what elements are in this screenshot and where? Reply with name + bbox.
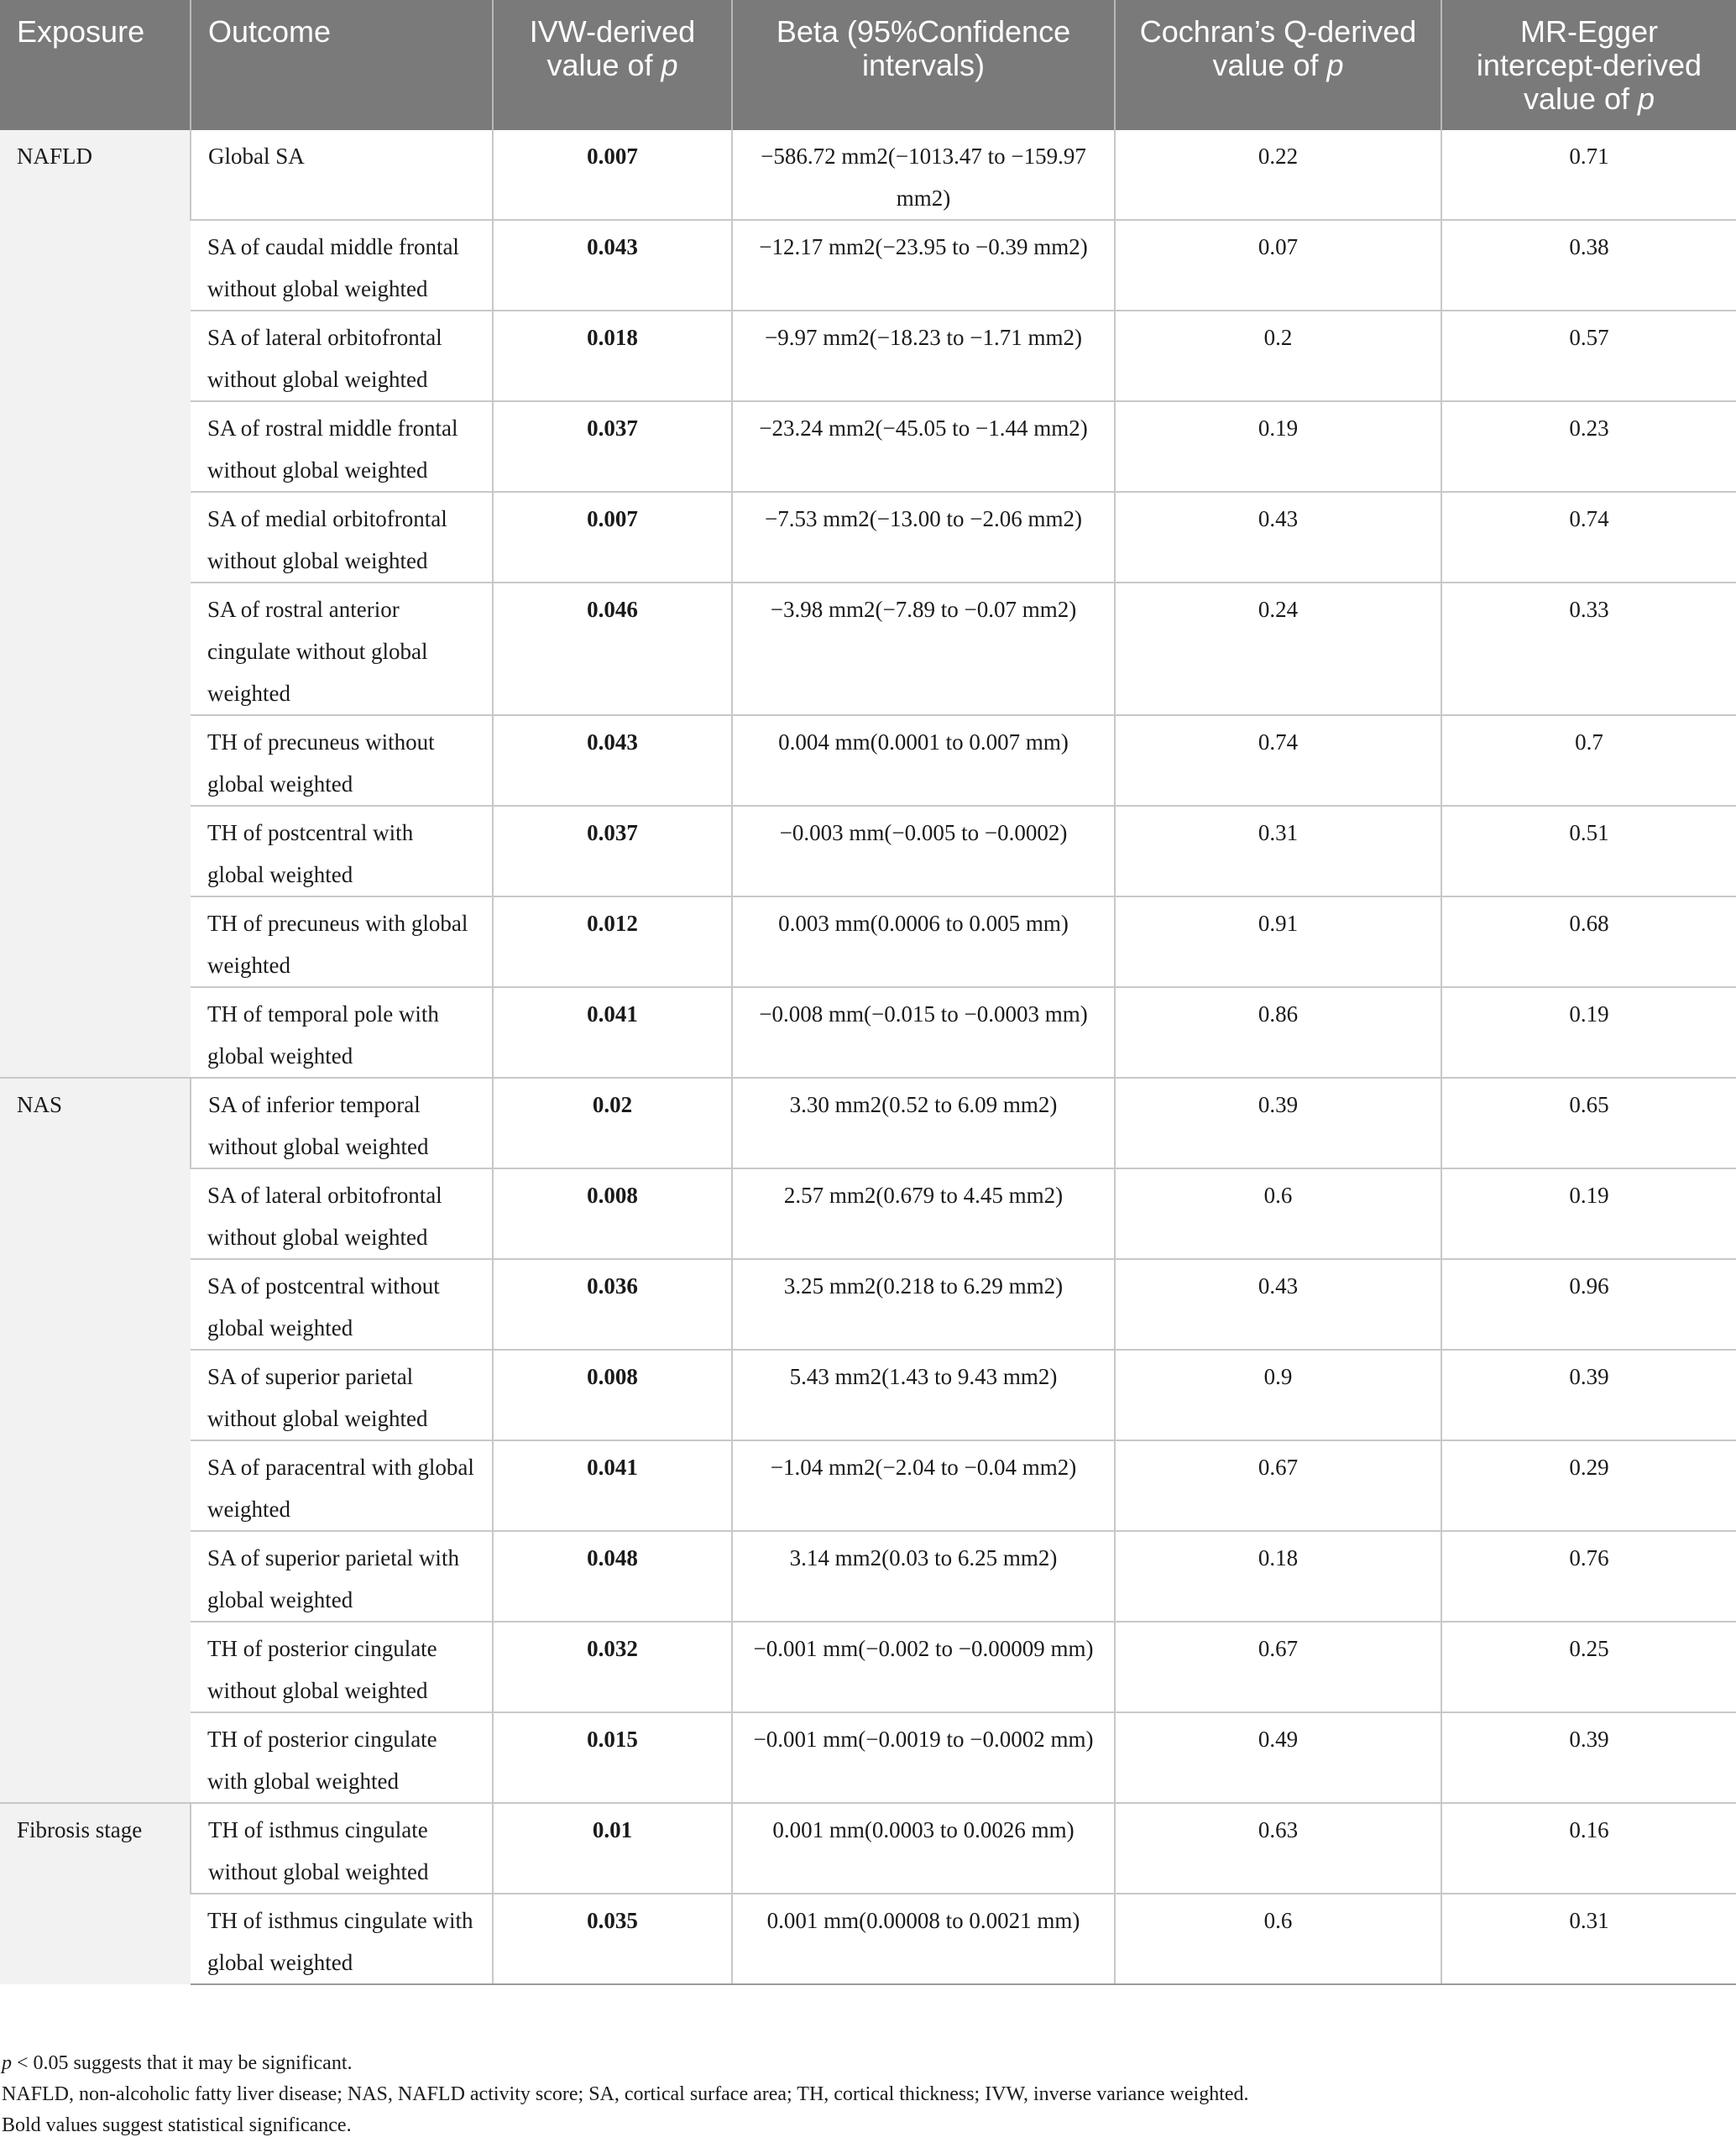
beta-cell: −0.003 mm(−0.005 to −0.0002) <box>732 806 1115 896</box>
cochran-p-cell: 0.74 <box>1115 715 1441 806</box>
cochran-p-cell: 0.43 <box>1115 492 1441 583</box>
outcome-cell: SA of lateral orbitofrontal without global weighted <box>191 1168 493 1259</box>
cochran-p-cell: 0.49 <box>1115 1712 1441 1803</box>
beta-cell: −0.001 mm(−0.002 to −0.00009 mm) <box>732 1622 1115 1712</box>
header-ivw-p <box>493 0 732 130</box>
egger-p-cell: 0.19 <box>1441 1168 1736 1259</box>
table-row <box>0 1894 1736 1984</box>
cochran-p-cell: 0.9 <box>1115 1350 1441 1440</box>
beta-cell: −9.97 mm2(−18.23 to −1.71 mm2) <box>732 311 1115 401</box>
footnote-abbreviations: NAFLD, non-alcoholic fatty liver disease; NAS, NAFLD activity score; SA, cortical surface area; TH, cortical thickness; IVW, inverse variance weighted. <box>2 2083 1249 2105</box>
cochran-p-cell: 0.07 <box>1115 220 1441 311</box>
table-row <box>0 130 1736 220</box>
table-header <box>0 0 1736 130</box>
outcome-cell: TH of precuneus with global weighted <box>191 896 493 987</box>
outcome-cell: SA of rostral anterior cingulate without global weighted <box>191 583 493 715</box>
cochran-p-cell: 0.6 <box>1115 1894 1441 1984</box>
cochran-p-cell: 0.6 <box>1115 1168 1441 1259</box>
ivw-p-cell: 0.015 <box>493 1712 732 1803</box>
table-row <box>0 1622 1736 1712</box>
header-cochran-p-var: p <box>1326 48 1344 82</box>
cochran-p-cell: 0.67 <box>1115 1440 1441 1531</box>
beta-cell: 0.001 mm(0.0003 to 0.0026 mm) <box>732 1803 1115 1894</box>
ivw-p-cell: 0.048 <box>493 1531 732 1622</box>
table-body <box>0 130 1736 1984</box>
table-row <box>0 1350 1736 1440</box>
exposure-cell: NAS <box>0 1078 191 1803</box>
ivw-p-cell: 0.018 <box>493 311 732 401</box>
exposure-cell: Fibrosis stage <box>0 1803 191 1984</box>
table-row <box>0 1531 1736 1622</box>
beta-cell: −3.98 mm2(−7.89 to −0.07 mm2) <box>732 583 1115 715</box>
header-cochran-p-label: Cochran’s Q-derived value of <box>1139 14 1417 82</box>
cochran-p-cell: 0.39 <box>1115 1078 1441 1168</box>
table-row <box>0 492 1736 583</box>
outcome-cell: SA of paracentral with global weighted <box>191 1440 493 1531</box>
egger-p-cell: 0.57 <box>1441 311 1736 401</box>
ivw-p-cell: 0.046 <box>493 583 732 715</box>
cochran-p-cell: 0.19 <box>1115 401 1441 492</box>
outcome-cell: TH of isthmus cingulate with global weighted <box>191 1894 493 1984</box>
table-footnotes <box>0 2048 1712 2141</box>
footnote-significance <box>0 2048 1712 2079</box>
egger-p-cell: 0.65 <box>1441 1078 1736 1168</box>
cochran-p-cell: 0.91 <box>1115 896 1441 987</box>
outcome-cell: SA of superior parietal without global weighted <box>191 1350 493 1440</box>
outcome-cell: SA of rostral middle frontal without global weighted <box>191 401 493 492</box>
outcome-cell: TH of posterior cingulate without global weighted <box>191 1622 493 1712</box>
cochran-p-cell: 0.18 <box>1115 1531 1441 1622</box>
ivw-p-cell: 0.007 <box>493 492 732 583</box>
outcome-cell: Global SA <box>191 130 493 220</box>
outcome-cell: TH of precuneus without global weighted <box>191 715 493 806</box>
outcome-cell: SA of superior parietal with global weighted <box>191 1531 493 1622</box>
beta-cell: −586.72 mm2(−1013.47 to −159.97 mm2) <box>732 130 1115 220</box>
cochran-p-cell: 0.22 <box>1115 130 1441 220</box>
egger-p-cell: 0.16 <box>1441 1803 1736 1894</box>
beta-cell: −12.17 mm2(−23.95 to −0.39 mm2) <box>732 220 1115 311</box>
egger-p-cell: 0.23 <box>1441 401 1736 492</box>
table-row <box>0 987 1736 1078</box>
egger-p-cell: 0.76 <box>1441 1531 1736 1622</box>
header-row <box>0 0 1736 130</box>
ivw-p-cell: 0.008 <box>493 1168 732 1259</box>
table-row <box>0 1168 1736 1259</box>
footnote-p-note: < 0.05 suggests that it may be significant. <box>12 2052 353 2074</box>
cochran-p-cell: 0.63 <box>1115 1803 1441 1894</box>
beta-cell: −0.008 mm(−0.015 to −0.0003 mm) <box>732 987 1115 1078</box>
cochran-p-cell: 0.31 <box>1115 806 1441 896</box>
outcome-cell: SA of lateral orbitofrontal without global weighted <box>191 311 493 401</box>
ivw-p-cell: 0.032 <box>493 1622 732 1712</box>
ivw-p-cell: 0.02 <box>493 1078 732 1168</box>
beta-cell: 3.25 mm2(0.218 to 6.29 mm2) <box>732 1259 1115 1350</box>
table-row <box>0 1440 1736 1531</box>
cochran-p-cell: 0.67 <box>1115 1622 1441 1712</box>
table-row <box>0 401 1736 492</box>
beta-cell: −0.001 mm(−0.0019 to −0.0002 mm) <box>732 1712 1115 1803</box>
table-row <box>0 806 1736 896</box>
outcome-cell: SA of inferior temporal without global weighted <box>191 1078 493 1168</box>
beta-cell: 3.30 mm2(0.52 to 6.09 mm2) <box>732 1078 1115 1168</box>
egger-p-cell: 0.19 <box>1441 987 1736 1078</box>
egger-p-cell: 0.29 <box>1441 1440 1736 1531</box>
outcome-cell: SA of caudal middle frontal without global weighted <box>191 220 493 311</box>
header-ivw-p-label: IVW-derived value of <box>529 14 696 82</box>
ivw-p-cell: 0.043 <box>493 715 732 806</box>
beta-cell: 5.43 mm2(1.43 to 9.43 mm2) <box>732 1350 1115 1440</box>
exposure-cell: NAFLD <box>0 130 191 1078</box>
cochran-p-cell: 0.2 <box>1115 311 1441 401</box>
header-outcome: Outcome <box>191 0 493 130</box>
header-beta: Beta (95%Confidence intervals) <box>732 0 1115 130</box>
outcome-cell: SA of medial orbitofrontal without global weighted <box>191 492 493 583</box>
egger-p-cell: 0.31 <box>1441 1894 1736 1984</box>
cochran-p-cell: 0.24 <box>1115 583 1441 715</box>
ivw-p-cell: 0.043 <box>493 220 732 311</box>
ivw-p-cell: 0.008 <box>493 1350 732 1440</box>
outcome-cell: TH of posterior cingulate with global weighted <box>191 1712 493 1803</box>
header-egger-p <box>1441 0 1736 130</box>
table-row <box>0 583 1736 715</box>
beta-cell: −1.04 mm2(−2.04 to −0.04 mm2) <box>732 1440 1115 1531</box>
ivw-p-cell: 0.041 <box>493 987 732 1078</box>
table-row <box>0 715 1736 806</box>
egger-p-cell: 0.74 <box>1441 492 1736 583</box>
beta-cell: 3.14 mm2(0.03 to 6.25 mm2) <box>732 1531 1115 1622</box>
outcome-cell: TH of isthmus cingulate without global weighted <box>191 1803 493 1894</box>
beta-cell: 2.57 mm2(0.679 to 4.45 mm2) <box>732 1168 1115 1259</box>
beta-cell: 0.001 mm(0.00008 to 0.0021 mm) <box>732 1894 1115 1984</box>
header-exposure: Exposure <box>0 0 191 130</box>
egger-p-cell: 0.25 <box>1441 1622 1736 1712</box>
beta-cell: −7.53 mm2(−13.00 to −2.06 mm2) <box>732 492 1115 583</box>
outcome-cell: SA of postcentral without global weighted <box>191 1259 493 1350</box>
table-row <box>0 1259 1736 1350</box>
beta-cell: 0.004 mm(0.0001 to 0.007 mm) <box>732 715 1115 806</box>
egger-p-cell: 0.7 <box>1441 715 1736 806</box>
ivw-p-cell: 0.037 <box>493 806 732 896</box>
cochran-p-cell: 0.86 <box>1115 987 1441 1078</box>
table-row <box>0 896 1736 987</box>
ivw-p-cell: 0.041 <box>493 1440 732 1531</box>
egger-p-cell: 0.33 <box>1441 583 1736 715</box>
cochran-p-cell: 0.43 <box>1115 1259 1441 1350</box>
table-row <box>0 220 1736 311</box>
egger-p-cell: 0.51 <box>1441 806 1736 896</box>
egger-p-cell: 0.39 <box>1441 1350 1736 1440</box>
header-egger-p-label: MR-Egger intercept-derived value of <box>1476 14 1702 116</box>
ivw-p-cell: 0.036 <box>493 1259 732 1350</box>
header-ivw-p-var: p <box>661 48 678 82</box>
egger-p-cell: 0.96 <box>1441 1259 1736 1350</box>
table-row <box>0 1803 1736 1894</box>
outcome-cell: TH of postcentral with global weighted <box>191 806 493 896</box>
beta-cell: −23.24 mm2(−45.05 to −1.44 mm2) <box>732 401 1115 492</box>
outcome-cell: TH of temporal pole with global weighted <box>191 987 493 1078</box>
ivw-p-cell: 0.035 <box>493 1894 732 1984</box>
header-cochran-p <box>1115 0 1441 130</box>
footnote-bold-note: Bold values suggest statistical significance. <box>2 2114 352 2136</box>
table-row <box>0 311 1736 401</box>
egger-p-cell: 0.68 <box>1441 896 1736 987</box>
table-row <box>0 1078 1736 1168</box>
table-row <box>0 1712 1736 1803</box>
egger-p-cell: 0.38 <box>1441 220 1736 311</box>
ivw-p-cell: 0.037 <box>493 401 732 492</box>
egger-p-cell: 0.71 <box>1441 130 1736 220</box>
header-egger-p-var: p <box>1638 81 1655 116</box>
footnote-p-var: p <box>2 2052 12 2074</box>
ivw-p-cell: 0.012 <box>493 896 732 987</box>
ivw-p-cell: 0.01 <box>493 1803 732 1894</box>
ivw-p-cell: 0.007 <box>493 130 732 220</box>
beta-cell: 0.003 mm(0.0006 to 0.005 mm) <box>732 896 1115 987</box>
egger-p-cell: 0.39 <box>1441 1712 1736 1803</box>
